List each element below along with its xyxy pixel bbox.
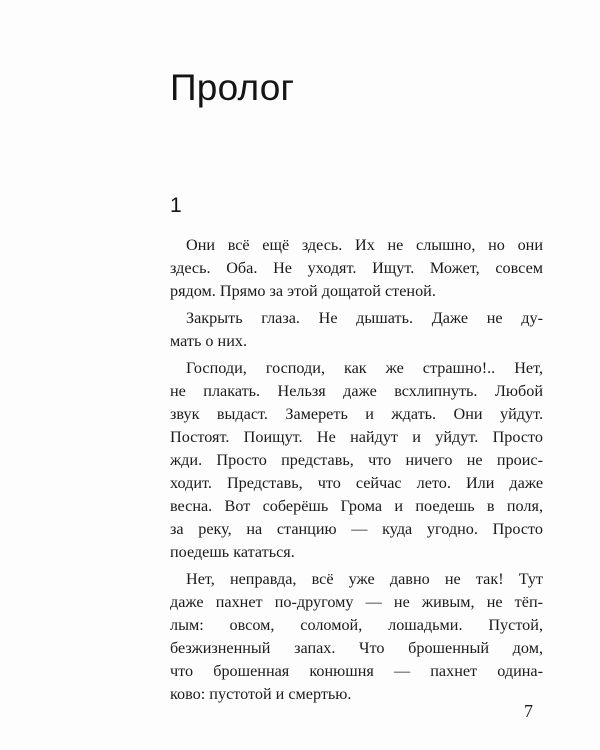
text-line: Постоят. Поищут. Не найдут и уйдут. Просто	[170, 428, 543, 446]
text-line: весна. Вот соберёшь Грома и поедешь в поля,	[170, 497, 543, 515]
text-line: за реку, на станцию — куда угодно. Просто	[170, 520, 543, 538]
text-line: звук выдаст. Замереть и ждать. Они уйдут.	[170, 405, 543, 423]
paragraph	[170, 357, 543, 564]
body-text	[170, 234, 543, 710]
text-line: поедешь кататься.	[170, 543, 295, 561]
text-line: не плакать. Нельзя даже всхлипнуть. Любой	[170, 382, 543, 400]
text-line: что брошенная конюшня — пахнет одина-	[170, 662, 543, 680]
paragraph	[170, 307, 543, 353]
text-line: Господи, господи, как же страшно!.. Нет,	[186, 359, 543, 377]
text-line: мать о них.	[170, 332, 248, 350]
text-line: ково: пустотой и смертью.	[170, 685, 352, 703]
text-line: рядом. Прямо за этой дощатой стеной.	[170, 282, 436, 300]
section-number: 1	[170, 194, 182, 217]
page-number: 7	[524, 701, 533, 721]
text-line: Закрыть глаза. Не дышать. Даже не ду-	[186, 309, 543, 327]
text-line: ходит. Представь, что сейчас лето. Или даже	[170, 474, 543, 492]
text-line: жди. Просто представь, что ничего не проис-	[170, 451, 543, 469]
paragraph	[170, 234, 543, 303]
text-line: безжизненный запах. Что брошенный дом,	[170, 639, 543, 657]
text-line: Нет, неправда, всё уже давно не так! Тут	[186, 570, 543, 588]
text-line: лым: овсом, соломой, лошадьми. Пустой,	[170, 616, 543, 634]
text-line: Они всё ещё здесь. Их не слышно, но они	[186, 236, 543, 254]
chapter-title: Пролог	[170, 67, 295, 108]
text-line: даже пахнет по-другому — не живым, не тёп-	[170, 593, 543, 611]
paragraph	[170, 568, 543, 706]
text-line: здесь. Оба. Не уходят. Ищут. Может, совсем	[170, 259, 543, 277]
